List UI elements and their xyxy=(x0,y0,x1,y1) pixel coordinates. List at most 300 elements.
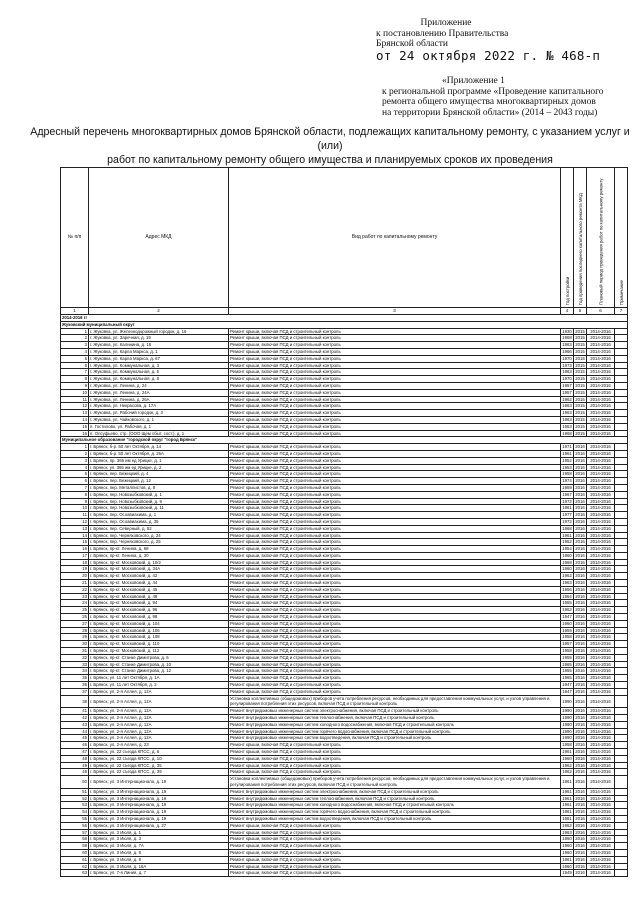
row-work-type: Ремонт крыши, включая ПСД и строительный контроль xyxy=(229,769,561,776)
row-planned-period: 2014-2016 xyxy=(587,362,615,369)
row-build-year: 1957 xyxy=(562,382,572,388)
row-number: 21 xyxy=(61,580,89,587)
col-number: 1 xyxy=(61,308,89,315)
row-planned-period: 2014-2016 xyxy=(587,742,615,749)
row-address: г. Жуковка, ул. Карла Маркса, д. 67 xyxy=(89,355,229,362)
row-address: г. Брянск, ул. 2-я Аллея, д. 12А xyxy=(89,721,229,728)
row-build-year: 1972 xyxy=(562,518,572,524)
row-number: 6 xyxy=(61,362,89,369)
row-work-type: Ремонт крыши, включая ПСД и строительный контроль xyxy=(229,863,561,870)
row-work-type: Ремонт крыши, включая ПСД и строительный контроль xyxy=(229,586,561,593)
row-address: г. Брянск, ул. 3 Июля, д. 8 xyxy=(89,849,229,856)
row-number: 36 xyxy=(61,682,89,689)
row-work-type: Ремонт крыши, включая ПСД и строительный контроль xyxy=(229,416,561,423)
row-address: г. Брянск, пр-кт. Московский, д. 98 xyxy=(89,614,229,621)
row-work-type: Ремонт крыши, включая ПСД и строительный контроль xyxy=(229,464,561,471)
row-planned-period: 2014-2016 xyxy=(587,721,615,728)
row-last-repair-year: 2016 xyxy=(575,788,585,794)
row-address: г. Брянск, ул. 3 Интернационала, д. 19 xyxy=(89,788,229,795)
row-address: г. Брянск, пр-кт. Ленина, д. 30 xyxy=(89,552,229,559)
row-last-repair-year: 2016 xyxy=(575,728,585,734)
row-number: 2 xyxy=(61,335,89,342)
row-work-type: Ремонт крыши, включая ПСД и строительный контроль xyxy=(229,566,561,573)
row-planned-period: 2014-2016 xyxy=(587,755,615,762)
row-note xyxy=(615,682,628,689)
table-row xyxy=(61,430,628,437)
row-address: г. Брянск, ул. 2-я Аллея, д. 12А xyxy=(89,708,229,715)
table-row xyxy=(61,620,628,627)
col-number: 2 xyxy=(89,308,229,315)
row-number: 45 xyxy=(61,735,89,742)
row-build-year: 1961 xyxy=(562,815,572,821)
row-build-year: 1990 xyxy=(561,695,574,708)
table-row xyxy=(61,355,628,362)
row-number: 14 xyxy=(61,532,89,539)
row-work-type: Ремонт внутридомовых инженерных систем теплоснабжения, включая ПСД и строительный контроль xyxy=(229,795,561,802)
row-planned-period: 2014-2016 xyxy=(587,410,615,417)
row-planned-period: 2014-2016 xyxy=(587,369,615,376)
row-address: г. Брянск, пер. Бежицкий, д. 4 xyxy=(89,471,229,478)
table-row xyxy=(61,498,628,505)
table-row xyxy=(61,863,628,870)
row-address: г. Брянск, ул. 3 Интернационала, д. 19 xyxy=(89,809,229,816)
row-work-type: Ремонт крыши, включая ПСД и строительный контроль xyxy=(229,552,561,559)
row-work-type: Ремонт крыши, включая ПСД и строительный контроль xyxy=(229,484,561,491)
row-planned-period: 2014-2016 xyxy=(587,403,615,410)
table-row xyxy=(61,539,628,546)
row-planned-period: 2014-2016 xyxy=(587,728,615,735)
row-planned-period: 2014-2016 xyxy=(587,376,615,383)
table-row xyxy=(61,627,628,634)
appendix-block xyxy=(376,18,626,61)
row-note xyxy=(615,478,628,485)
row-planned-period: 2014-2016 xyxy=(587,822,615,829)
row-planned-period: 2014-2016 xyxy=(587,849,615,856)
row-note xyxy=(615,829,628,836)
row-number: 11 xyxy=(61,396,89,403)
row-note xyxy=(615,546,628,553)
row-last-repair-year: 2015 xyxy=(575,328,585,334)
row-number: 57 xyxy=(61,829,89,836)
row-number: 15 xyxy=(61,423,89,430)
row-last-repair-year: 2016 xyxy=(575,552,585,558)
table-body xyxy=(61,315,628,877)
row-work-type: Ремонт крыши, включая ПСД и строительный контроль xyxy=(229,410,561,417)
table-row xyxy=(61,525,628,532)
row-planned-period: 2014-2016 xyxy=(587,870,615,877)
row-last-repair-year: 2016 xyxy=(575,627,585,633)
row-work-type: Ремонт крыши, включая ПСД и строительный контроль xyxy=(229,471,561,478)
row-number: 11 xyxy=(61,512,89,519)
table-row xyxy=(61,795,628,802)
row-note xyxy=(615,512,628,519)
row-planned-period: 2014-2016 xyxy=(587,478,615,485)
row-work-type: Ремонт крыши, включая ПСД и строительный контроль xyxy=(229,755,561,762)
row-build-year: 1968 xyxy=(562,559,572,565)
row-number: 18 xyxy=(61,559,89,566)
row-planned-period: 2014-2016 xyxy=(587,423,615,430)
row-address: г. Брянск, пер. Металлистов, д. 8 xyxy=(89,484,229,491)
table-row xyxy=(61,362,628,369)
row-last-repair-year: 2016 xyxy=(575,708,585,714)
row-last-repair-year: 2016 xyxy=(575,457,585,463)
row-number: 9 xyxy=(61,382,89,389)
row-number: 29 xyxy=(61,634,89,641)
table-row xyxy=(61,675,628,682)
col-number: 6 xyxy=(587,308,615,315)
table-row xyxy=(61,518,628,525)
row-build-year: 1963 xyxy=(562,369,572,375)
row-address: г. Жуковка, ул. Некрасова, д. 17А xyxy=(89,403,229,410)
row-work-type: Ремонт крыши, включая ПСД и строительный контроль xyxy=(229,762,561,769)
row-planned-period: 2014-2016 xyxy=(587,525,615,532)
row-planned-period: 2014-2016 xyxy=(587,328,615,335)
row-note xyxy=(615,688,628,695)
row-work-type: Ремонт крыши, включая ПСД и строительный контроль xyxy=(229,430,561,437)
row-note xyxy=(615,769,628,776)
row-build-year: 1930 xyxy=(562,328,572,334)
row-note xyxy=(615,735,628,742)
table-row xyxy=(61,552,628,559)
table-row xyxy=(61,648,628,655)
row-note xyxy=(615,822,628,829)
row-last-repair-year: 2015 xyxy=(575,416,585,422)
row-work-type: Ремонт крыши, включая ПСД и строительный контроль xyxy=(229,836,561,843)
row-build-year: 1963 xyxy=(562,342,572,348)
row-last-repair-year: 2016 xyxy=(575,546,585,552)
row-build-year: 1965 xyxy=(562,661,572,667)
appendix-date-line: от 24 октября 2022 г. № 468-п xyxy=(376,47,601,63)
column-number-row xyxy=(61,308,628,315)
row-number: 16 xyxy=(61,430,89,437)
row-work-type: Ремонт крыши, включая ПСД и строительный контроль xyxy=(229,559,561,566)
row-note xyxy=(615,382,628,389)
row-number: 20 xyxy=(61,573,89,580)
row-last-repair-year: 2016 xyxy=(575,735,585,741)
row-note xyxy=(615,863,628,870)
row-planned-period: 2014-2016 xyxy=(587,641,615,648)
row-work-type: Ремонт крыши, включая ПСД и строительный контроль xyxy=(229,382,561,389)
table-row xyxy=(61,870,628,877)
row-planned-period: 2014-2016 xyxy=(587,735,615,742)
row-address: г. Брянск, пр-кт. Ленина, д. 68 xyxy=(89,546,229,553)
row-note xyxy=(615,552,628,559)
row-planned-period: 2014-2016 xyxy=(587,559,615,566)
row-work-type: Ремонт внутридомовых инженерных систем теплоснабжения, включая ПСД и строительный контроль xyxy=(229,715,561,722)
row-note xyxy=(615,498,628,505)
row-note xyxy=(615,376,628,383)
row-last-repair-year: 2016 xyxy=(575,742,585,748)
row-last-repair-year: 2016 xyxy=(574,776,587,789)
row-work-type: Ремонт крыши, включая ПСД и строительный контроль xyxy=(229,539,561,546)
row-address: г. Брянск, пр. 365 им ед Урицке, д. 1 xyxy=(89,457,229,464)
row-build-year: 1963 xyxy=(562,410,572,416)
row-address: г. Брянск, пр-кт. Московский, д. 45 xyxy=(89,586,229,593)
row-note xyxy=(615,661,628,668)
row-address: г. Брянск, пер. Северный, д. 52 xyxy=(89,525,229,532)
row-note xyxy=(615,654,628,661)
row-note xyxy=(615,464,628,471)
section-name: Жуковский муниципальный округ xyxy=(61,321,628,328)
row-last-repair-year: 2016 xyxy=(575,749,585,754)
row-last-repair-year: 2015 xyxy=(575,396,585,402)
row-note xyxy=(615,721,628,728)
row-address: г. Брянск, пер. Осоавиахима, д. 35 xyxy=(89,518,229,525)
row-work-type: Ремонт крыши, включая ПСД и строительный контроль xyxy=(229,641,561,648)
row-note xyxy=(615,559,628,566)
row-planned-period: 2014-2016 xyxy=(587,430,615,437)
row-planned-period: 2014-2016 xyxy=(587,389,615,396)
row-address: г. Жуковка, ул. Карла Маркса, д. 1 xyxy=(89,348,229,355)
row-last-repair-year: 2016 xyxy=(575,505,585,511)
table-row xyxy=(61,471,628,478)
row-build-year: 1958 xyxy=(562,471,572,477)
row-build-year: 1971 xyxy=(562,444,572,450)
row-number: 17 xyxy=(61,552,89,559)
row-work-type: Ремонт крыши, включая ПСД и строительный контроль xyxy=(229,546,561,553)
row-work-type: Ремонт крыши, включая ПСД и строительный контроль xyxy=(229,444,561,451)
row-address: г. Жуковка, ул. Ленина, д. 24А xyxy=(89,389,229,396)
document-title-line-1: Адресный перечень многоквартирных домов Брянской области, подлежащих капитальному ремонту, с указанием услуг и (или) xyxy=(30,126,630,152)
row-last-repair-year: 2015 xyxy=(575,423,585,429)
row-planned-period: 2014-2016 xyxy=(587,518,615,525)
row-address: г. Жуковка, ул. Ленина, д. 26А xyxy=(89,396,229,403)
row-note xyxy=(615,849,628,856)
row-planned-period: 2014-2016 xyxy=(587,815,615,822)
row-last-repair-year: 2015 xyxy=(575,342,585,348)
row-address: г. Брянск, пр-кт. Московский, д. 10/2 xyxy=(89,559,229,566)
row-planned-period: 2014-2016 xyxy=(587,795,615,802)
row-work-type: Ремонт крыши, включая ПСД и строительный контроль xyxy=(229,498,561,505)
row-note xyxy=(615,870,628,877)
row-address: г. Брянск, пр-кт. Московский, д. 94 xyxy=(89,600,229,607)
row-work-type: Ремонт крыши, включая ПСД и строительный контроль xyxy=(229,396,561,403)
table-row xyxy=(61,573,628,580)
row-planned-period: 2014-2016 xyxy=(587,464,615,471)
row-work-type: Ремонт крыши, включая ПСД и строительный контроль xyxy=(229,661,561,668)
row-number: 44 xyxy=(61,728,89,735)
row-number: 54 xyxy=(61,809,89,816)
row-work-type: Ремонт крыши, включая ПСД и строительный контроль xyxy=(229,525,561,532)
row-last-repair-year: 2016 xyxy=(575,607,585,613)
row-planned-period: 2014-2016 xyxy=(587,512,615,519)
row-number: 47 xyxy=(61,749,89,756)
row-last-repair-year: 2016 xyxy=(575,478,585,484)
row-work-type: Ремонт крыши, включая ПСД и строительный контроль xyxy=(229,675,561,682)
row-number: 43 xyxy=(61,721,89,728)
header-last-repair-year: Год проведения последнего капитального ремонта МКД xyxy=(574,168,587,308)
row-number: 53 xyxy=(61,802,89,809)
row-build-year: 1990 xyxy=(562,715,572,721)
row-address: г. Брянск, ул. 3 Июля, д. 3 xyxy=(89,836,229,843)
row-address: г. Брянск, ул. 3 Интернационала, д. 19 xyxy=(89,815,229,822)
row-number: 49 xyxy=(61,762,89,769)
row-last-repair-year: 2015 xyxy=(575,403,585,409)
row-note xyxy=(615,675,628,682)
row-planned-period: 2014-2016 xyxy=(587,566,615,573)
row-last-repair-year: 2016 xyxy=(575,836,585,842)
row-last-repair-year: 2016 xyxy=(575,498,585,504)
row-planned-period: 2014-2016 xyxy=(587,491,615,498)
row-number: 3 xyxy=(61,457,89,464)
row-build-year: 1964 xyxy=(562,593,572,599)
row-planned-period: 2014-2016 xyxy=(587,396,615,403)
row-last-repair-year: 2016 xyxy=(575,471,585,477)
row-planned-period: 2014-2016 xyxy=(587,355,615,362)
row-work-type: Ремонт крыши, включая ПСД и строительный контроль xyxy=(229,654,561,661)
row-note xyxy=(615,532,628,539)
row-last-repair-year: 2016 xyxy=(575,769,585,775)
row-last-repair-year: 2015 xyxy=(575,430,585,436)
row-last-repair-year: 2016 xyxy=(575,600,585,606)
row-address: г. Жуковка, ул. Калинина, д. 16 xyxy=(89,342,229,349)
row-address: г. Брянск, ул. 3 Интернационала, д. 19 xyxy=(89,802,229,809)
row-build-year: 1973 xyxy=(562,362,572,368)
row-note xyxy=(615,566,628,573)
row-build-year: 1965 xyxy=(562,675,572,681)
table-row xyxy=(61,607,628,614)
row-build-year: 1960 xyxy=(562,620,572,626)
row-address: г. Брянск, пр-кт. Московский, д. 96 xyxy=(89,607,229,614)
table-row xyxy=(61,450,628,457)
row-build-year: 1961 xyxy=(562,795,572,801)
row-address: г. Брянск, пер. Новозыбковский, д. 9 xyxy=(89,498,229,505)
row-work-type: Ремонт крыши, включая ПСД и строительный контроль xyxy=(229,512,561,519)
row-note xyxy=(615,430,628,437)
table-row xyxy=(61,682,628,689)
table-row xyxy=(61,735,628,742)
row-last-repair-year: 2016 xyxy=(575,802,585,808)
row-address: г. Жуковка, ул. Железнодорожный городок, д. 16 xyxy=(89,328,229,335)
row-planned-period: 2014-2016 xyxy=(587,708,615,715)
row-note xyxy=(615,641,628,648)
row-planned-period: 2014-2016 xyxy=(587,600,615,607)
row-address: г. Жуковка, ул. Коммунальная, д. 8 xyxy=(89,376,229,383)
table-row xyxy=(61,641,628,648)
table-row xyxy=(61,328,628,335)
row-last-repair-year: 2016 xyxy=(575,573,585,579)
row-address: г. Брянск, ул. 3 Июля, д. 9 xyxy=(89,856,229,863)
row-build-year: 1947 xyxy=(562,688,572,694)
program-ref-line-2: ремонта общего имущества многоквартирных домов xyxy=(382,97,596,107)
row-build-year: 1966 xyxy=(562,348,572,354)
address-list-table xyxy=(60,167,628,877)
row-planned-period: 2014-2016 xyxy=(587,484,615,491)
row-note xyxy=(615,410,628,417)
row-last-repair-year: 2015 xyxy=(575,335,585,341)
col-number: 3 xyxy=(229,308,561,315)
row-number: 33 xyxy=(61,661,89,668)
row-work-type: Ремонт крыши, включая ПСД и строительный контроль xyxy=(229,355,561,362)
row-note xyxy=(615,856,628,863)
row-address: г. Брянск, ул. 2-я Аллея, д. 12А xyxy=(89,728,229,735)
table-row xyxy=(61,836,628,843)
table-row xyxy=(61,788,628,795)
row-note xyxy=(615,715,628,722)
row-planned-period: 2014-2016 xyxy=(587,342,615,349)
row-number: 14 xyxy=(61,416,89,423)
row-planned-period: 2014-2016 xyxy=(587,546,615,553)
row-address: г. Брянск, ул. 2-я Аллея, д. 12А xyxy=(89,715,229,722)
row-work-type: Ремонт крыши, включая ПСД и строительный контроль xyxy=(229,348,561,355)
row-note xyxy=(615,525,628,532)
row-planned-period: 2014-2016 xyxy=(587,471,615,478)
table-row xyxy=(61,755,628,762)
row-number: 61 xyxy=(61,856,89,863)
row-number: 48 xyxy=(61,755,89,762)
row-number: 55 xyxy=(61,815,89,822)
row-last-repair-year: 2015 xyxy=(575,389,585,395)
row-note xyxy=(615,491,628,498)
program-ref-line-1: к региональной программе «Проведение капитального xyxy=(382,86,604,97)
row-number: 30 xyxy=(61,641,89,648)
row-build-year: 1960 xyxy=(562,566,572,572)
row-build-year: 1961 xyxy=(562,532,572,538)
row-last-repair-year: 2016 xyxy=(575,620,585,626)
row-planned-period: 2014-2016 xyxy=(587,809,615,816)
row-last-repair-year: 2016 xyxy=(575,566,585,572)
row-work-type: Ремонт крыши, включая ПСД и строительный контроль xyxy=(229,573,561,580)
row-work-type: Ремонт крыши, включая ПСД и строительный контроль xyxy=(229,614,561,621)
row-note xyxy=(615,423,628,430)
table-row xyxy=(61,708,628,715)
row-address: г. Брянск, пер. Новозыбковский, д. 1 xyxy=(89,491,229,498)
row-number: 46 xyxy=(61,742,89,749)
row-address: г. Брянск, ул. 3 Июля, д. 16А xyxy=(89,863,229,870)
row-address: г. Брянск, пр-кт. Московский, д. 44 xyxy=(89,580,229,587)
row-build-year: 1960 xyxy=(562,755,572,761)
row-build-year: 1952 xyxy=(562,539,572,545)
row-number: 8 xyxy=(61,376,89,383)
row-note xyxy=(615,614,628,621)
row-build-year: 1961 xyxy=(562,802,572,808)
table-row xyxy=(61,762,628,769)
row-build-year: 1990 xyxy=(562,708,572,714)
row-work-type: Ремонт крыши, включая ПСД и строительный контроль xyxy=(229,457,561,464)
row-planned-period: 2014-2016 xyxy=(587,593,615,600)
section-name: Муниципальное образование "городской округ "город Брянск" xyxy=(61,437,628,444)
row-last-repair-year: 2016 xyxy=(575,849,585,855)
row-note xyxy=(615,471,628,478)
program-ref-line-0: «Приложение 1 xyxy=(442,76,505,86)
row-work-type: Ремонт крыши, включая ПСД и строительный контроль xyxy=(229,648,561,655)
row-note xyxy=(615,348,628,355)
row-work-type: Ремонт крыши, включая ПСД и строительный контроль xyxy=(229,450,561,457)
table-row xyxy=(61,491,628,498)
row-work-type: Установка коллективных (общедомовых) приборов учета потребления ресурсов, необходимых для предоставления коммунальных услуг, и узлов управления и регулирования потребления этих ресурсов, включая ПСД и строительный контроль xyxy=(229,695,561,708)
row-last-repair-year: 2016 xyxy=(575,863,585,869)
row-number: 22 xyxy=(61,586,89,593)
row-address: г. Брянск, пер. Бежицкий, д. 12 xyxy=(89,478,229,485)
row-build-year: 1963 xyxy=(562,416,572,422)
row-address: г. Брянск, ул. 365 им ед Урицке, д. 2 xyxy=(89,464,229,471)
row-work-type: Ремонт крыши, включая ПСД и строительный контроль xyxy=(229,328,561,335)
table-row xyxy=(61,546,628,553)
row-address: г. Брянск, пер. Осоавиахима, д. 1 xyxy=(89,512,229,519)
row-address: г. Брянск, пр-кт. Московский, д. 104 xyxy=(89,620,229,627)
row-last-repair-year: 2016 xyxy=(575,559,585,565)
table-row xyxy=(61,335,628,342)
row-address: г. Брянск, ул. 3 Интернационала, д. 27 xyxy=(89,822,229,829)
row-note xyxy=(615,416,628,423)
row-build-year: 1955 xyxy=(562,668,572,674)
row-planned-period: 2014-2016 xyxy=(587,335,615,342)
row-note xyxy=(615,586,628,593)
row-note xyxy=(615,505,628,512)
row-number: 6 xyxy=(61,478,89,485)
table-row xyxy=(61,464,628,471)
row-build-year: 1968 xyxy=(562,430,572,436)
